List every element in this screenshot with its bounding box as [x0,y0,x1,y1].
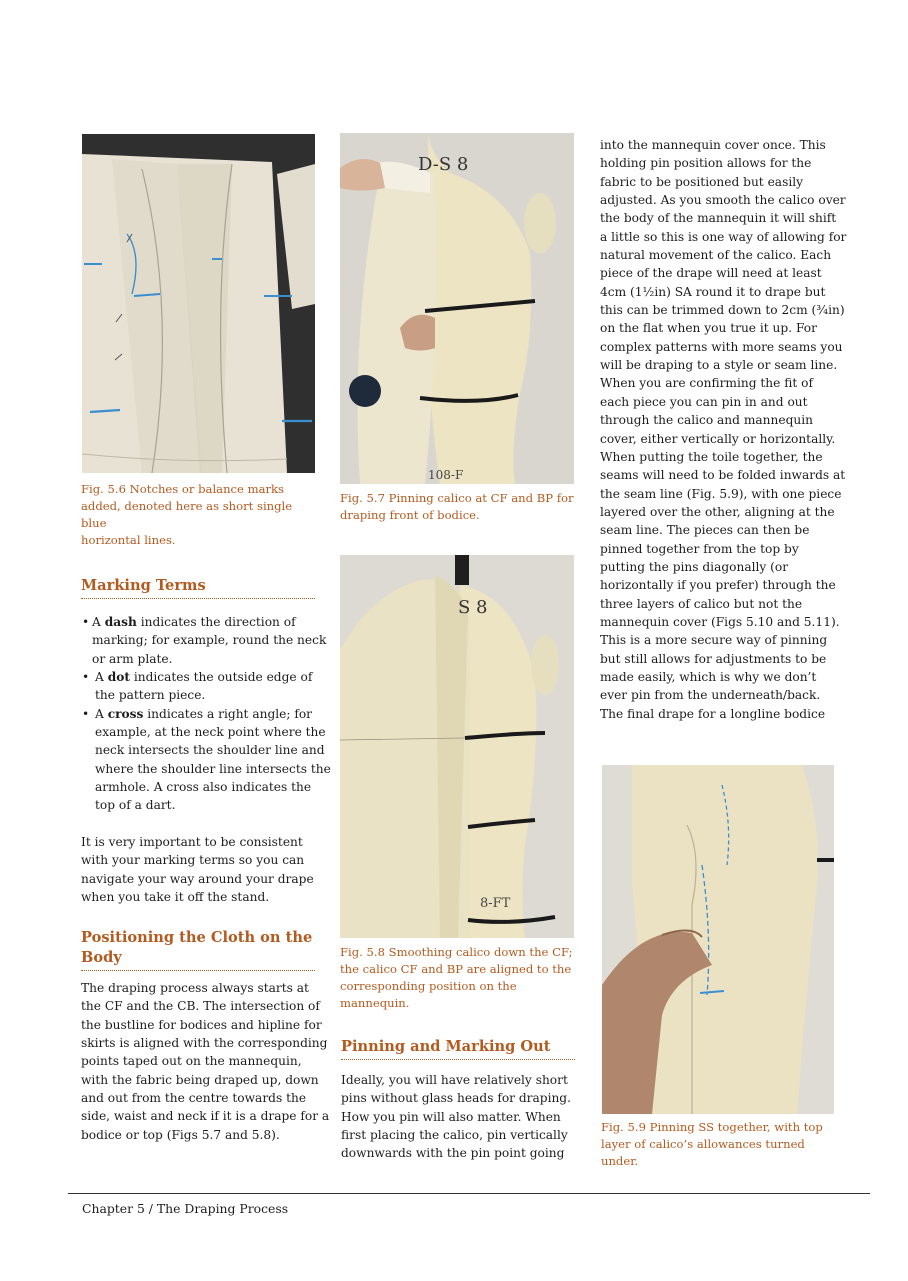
text-part: indicates the direction of [136,615,296,629]
text-line: horizontally if you prefer) through the [600,578,836,593]
list-item-dot [82,668,322,705]
text-line: when you take it off the stand. [81,890,270,905]
text-line: adjusted. As you smooth the calico over [600,193,846,208]
text-line: cover, either vertically or horizontally. [600,431,836,446]
text-line: will be draping to a style or seam line. [600,358,838,373]
text-line: fabric to be positioned but easily [600,174,803,189]
text-line: armhole. A cross also indicates the [95,780,312,795]
figure-5-9-photo [602,765,834,1114]
figure-5-7-caption [340,490,580,524]
text-line: example, at the neck point where the [95,725,326,740]
text-line: the bustline for bodices and hipline for [81,1017,322,1032]
text-line: downwards with the pin point going [341,1146,565,1161]
caption-line: added, denoted here as short single blue [81,499,293,530]
text-line: but still allows for adjustments to be [600,651,827,666]
text-part: A [92,615,105,629]
text-line: layered over the other, aligning at the [600,504,835,519]
text-line: the body of the mannequin it will shift [600,211,837,226]
text-line: ever pin from the underneath/back. [600,688,821,703]
text-part: A [95,670,108,685]
caption-line: the calico CF and BP are aligned to the [340,962,572,976]
text-part: indicates the outside edge of [129,670,313,685]
pinning-side-seams-image [602,765,834,1114]
text-line: putting the pins diagonally (or [600,559,789,574]
text-line: side, waist and neck if it is a drape for a [81,1109,330,1124]
text-line: first placing the calico, pin vertically [341,1128,568,1143]
text-part: A [95,706,108,721]
text-line: bodice or top (Figs 5.7 and 5.8). [81,1127,280,1142]
text-line: mannequin cover (Figs 5.10 and 5.11). [600,614,840,629]
text-line: or arm plate. [92,651,173,666]
text-line: made easily, which is why we don’t [600,669,817,684]
text-line: this can be trimmed down to 2cm (¾in) [600,303,845,318]
term-dot: dot [107,670,130,685]
text-line: 4cm (1½in) SA round it to drape but [600,284,826,299]
pinning-calico-mannequin-image [340,133,574,484]
text-line: piece of the drape will need at least [600,266,822,281]
heading-line: Body [81,949,122,966]
text-line: three layers of calico but not the [600,596,803,611]
term-cross: cross [107,706,144,721]
text-line: holding pin position allows for the [600,156,812,171]
stand-label-top: S 8 [458,597,488,618]
text-line: pins without glass heads for draping. [341,1091,571,1106]
bullet-icon: • [82,706,90,721]
text-line: into the mannequin cover once. This [600,138,826,152]
text-line: on the flat when you true it up. For [600,321,817,336]
text-line: It is very important to be consistent [81,835,303,849]
text-line: seams will need to be folded inwards at [600,468,846,483]
heading-text: Pinning and Marking Out [341,1038,551,1055]
caption-line: under. [601,1154,639,1168]
text-line: through the calico and mannequin [600,413,813,428]
text-line: This is a more secure way of pinning [600,633,828,648]
smoothing-calico-mannequin-image [340,555,574,938]
stand-label-bottom: 108-F [428,468,464,482]
text-line: The final drape for a longline bodice [600,706,826,721]
text-line: natural movement of the calico. Each [600,248,832,263]
positioning-heading [81,928,315,971]
caption-line: draping front of bodice. [340,508,480,522]
right-column-paragraph [600,136,846,723]
caption-line: Fig. 5.7 Pinning calico at CF and BP for [340,491,574,505]
text-line: neck intersects the shoulder line and [95,743,325,758]
text-line: marking; for example, round the neck [92,633,327,648]
stand-label-top: D-S 8 [418,154,469,175]
pinning-paragraph [341,1071,571,1163]
text-line: the seam line (Fig. 5.9), with one piece [600,486,842,501]
list-item-dash [82,613,327,668]
text-line: a little so this is one way of allowing for [600,229,847,244]
text-line: top of a dart. [95,798,176,813]
text-line: each piece you can pin in and out [600,394,808,409]
bullet-icon: • [82,615,90,629]
text-line: the pattern piece. [95,688,206,703]
text-line: navigate your way around your drape [81,871,314,886]
text-line: When you are confirming the fit of [600,376,813,391]
text-part: indicates a right angle; for [143,706,313,721]
caption-line: layer of calico’s allowances turned [601,1137,805,1151]
heading-line: Positioning the Cloth on the [81,929,313,946]
text-line: How you pin will also matter. When [341,1109,561,1124]
caption-line: Fig. 5.6 Notches or balance marks [81,482,284,496]
caption-line: mannequin. [340,996,410,1010]
bullet-icon: • [82,670,90,685]
text-line: complex patterns with more seams you [600,339,843,354]
caption-line: corresponding position on the [340,979,517,993]
heading-text: Marking Terms [81,577,206,594]
calico-pattern-pieces-image [82,134,315,473]
list-item-cross [82,705,331,815]
running-footer: Chapter 5 / The Draping Process [82,1201,289,1216]
figure-5-6-photo [82,134,315,473]
figure-5-8-caption [340,944,580,1012]
text-line: with your marking terms so you can [81,853,305,868]
text-line: where the shoulder line intersects the [95,761,331,776]
text-line: skirts is aligned with the corresponding [81,1036,328,1051]
figure-5-8-photo [340,555,574,938]
caption-line: Fig. 5.8 Smoothing calico down the CF; [340,945,573,959]
footer-divider [68,1193,870,1194]
marking-terms-heading [81,576,315,599]
text-line: seam line. The pieces can then be [600,523,810,538]
text-line: When putting the toile together, the [600,449,823,464]
marking-terms-paragraph [81,833,314,906]
pinning-heading [341,1037,575,1060]
text-line: points taped out on the mannequin, [81,1054,302,1069]
term-dash: dash [104,615,137,629]
text-line: and out from the centre towards the [81,1091,307,1106]
text-line: The draping process always starts at [81,981,309,995]
figure-5-6-caption [81,481,321,549]
text-line: Ideally, you will have relatively short [341,1073,568,1087]
caption-line: Fig. 5.9 Pinning SS together, with top [601,1120,823,1134]
positioning-paragraph [81,979,329,1144]
text-line: the CF and the CB. The intersection of [81,999,320,1014]
text-line: with the fabric being draped up, down [81,1072,319,1087]
figure-5-7-photo [340,133,574,484]
caption-line: horizontal lines. [81,533,176,547]
stand-label-bottom: 8-FT [480,896,511,911]
figure-5-9-caption [601,1119,841,1170]
text-line: pinned together from the top by [600,541,799,556]
marking-terms-list [82,613,331,815]
